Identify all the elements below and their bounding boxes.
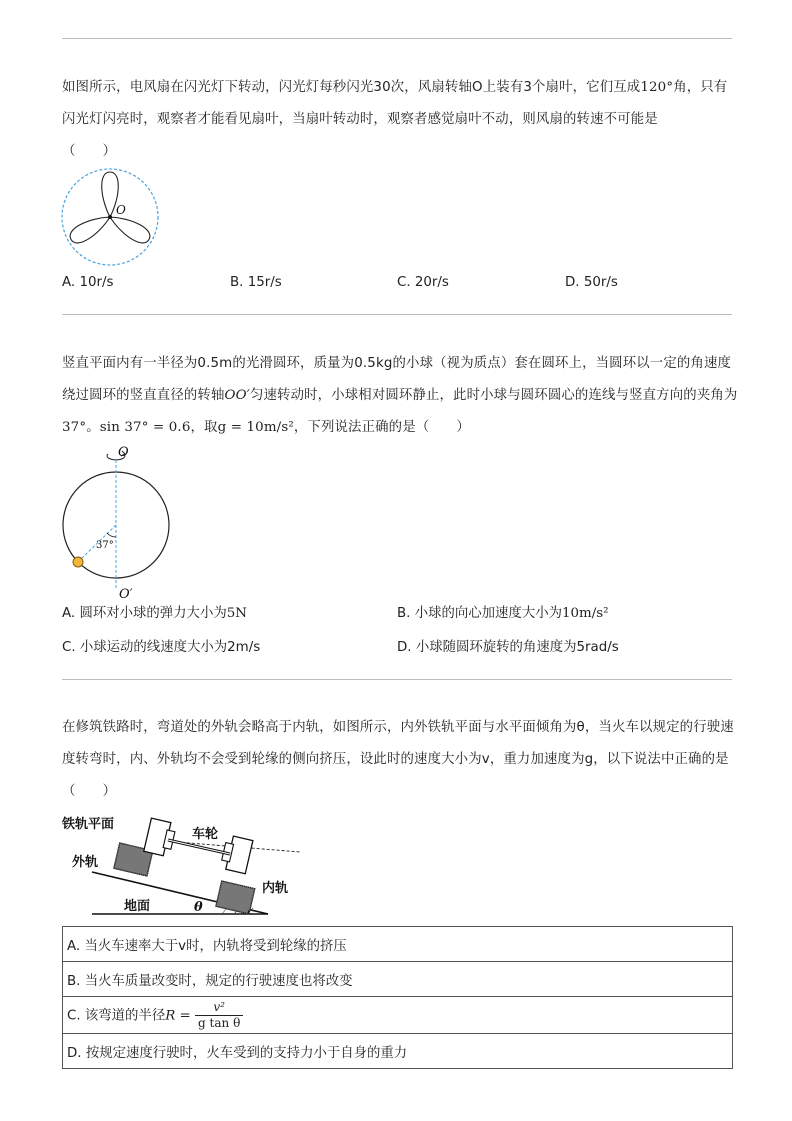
q1-option-c[interactable]: C. 20r/s <box>397 275 449 290</box>
q3-railway-figure <box>62 814 312 918</box>
q2-option-a[interactable]: A. 圆环对小球的弹力大小为5N <box>62 606 247 621</box>
q1-option-b[interactable]: B. 15r/s <box>230 275 282 290</box>
label-wheel: 车轮 <box>192 827 219 842</box>
label-theta: θ <box>194 900 203 915</box>
q2-ring-figure <box>58 442 178 602</box>
q3-option-b[interactable]: B. 当火车质量改变时，规定的行驶速度也将改变 <box>63 962 733 997</box>
q2-option-d[interactable]: D. 小球随圆环旋转的角速度为5rad/s <box>397 640 619 655</box>
divider <box>62 314 732 315</box>
label-outer-rail: 外轨 <box>72 855 99 870</box>
ring-label-o: O <box>118 445 129 460</box>
q3-stem: 在修筑铁路时，弯道处的外轨会略高于内轨，如图所示，内外铁轨平面与水平面倾角为θ，当火车以规定的行驶速度转弯时，内、外轨均不会受到轮缘的侧向挤压，设此时的速度大小为v，重力加速度为g，以下说法中正确的是（ ） <box>62 720 734 799</box>
q3-option-a[interactable]: A. 当火车速率大于v时，内轨将受到轮缘的挤压 <box>63 927 733 962</box>
ring-label-o-prime: O′ <box>119 587 133 602</box>
label-inner-rail: 内轨 <box>262 881 289 896</box>
angle-label: 37° <box>96 540 114 551</box>
ball <box>73 557 83 567</box>
q3-option-d[interactable]: D. 按规定速度行驶时，火车受到的支持力小于自身的重力 <box>63 1034 733 1069</box>
divider <box>62 38 732 39</box>
q2-option-b[interactable]: B. 小球的向心加速度大小为10m/s² <box>397 606 609 621</box>
fan-axis-point <box>108 215 112 219</box>
q2-option-c[interactable]: C. 小球运动的线速度大小为2m/s <box>62 640 261 655</box>
q1-fan-figure <box>60 168 164 272</box>
inner-rail <box>216 881 255 914</box>
q1-stem: 如图所示，电风扇在闪光灯下转动，闪光灯每秒闪光30次，风扇转轴O上装有3个扇叶，它们互成120°角，只有闪光灯闪亮时，观察者才能看见扇叶，当扇叶转动时，观察者感觉扇叶不动，则风扇的转速不可能是 （ ） <box>62 80 728 159</box>
divider <box>62 679 732 680</box>
q2-stem: 竖直平面内有一半径为0.5m的光滑圆环，质量为0.5kg的小球（视为质点）套在圆环上，当圆环以一定的角速度绕过圆环的竖直直径的转轴OO′匀速转动时，小球相对圆环静止，此时小球与圆环圆心的连线与竖直方向的夹角为37°。sin 37° = 0.6，取g = 10m/s²，下列说法正确的是（ ） <box>62 356 738 435</box>
q3-options-table <box>62 926 733 1069</box>
label-rail-plane: 铁轨平面 <box>62 817 115 832</box>
radius-fraction: $\frac{\text{v²}}{\text{g tan θ}}$ <box>195 1000 243 1031</box>
fan-label-o: O <box>116 203 126 217</box>
q1-option-a[interactable]: A. 10r/s <box>62 275 114 290</box>
angle-arc <box>107 533 116 537</box>
q3-option-c[interactable]: C. 该弯道的半径R = $\frac{\text{v²}}{\text{g tan θ}}$ <box>63 997 733 1034</box>
q1-option-d[interactable]: D. 50r/s <box>565 275 618 290</box>
label-ground: 地面 <box>124 899 151 914</box>
q1-answer-paren: （ ） <box>62 144 117 159</box>
wheel-left <box>144 818 177 857</box>
fan-blades <box>67 172 153 247</box>
